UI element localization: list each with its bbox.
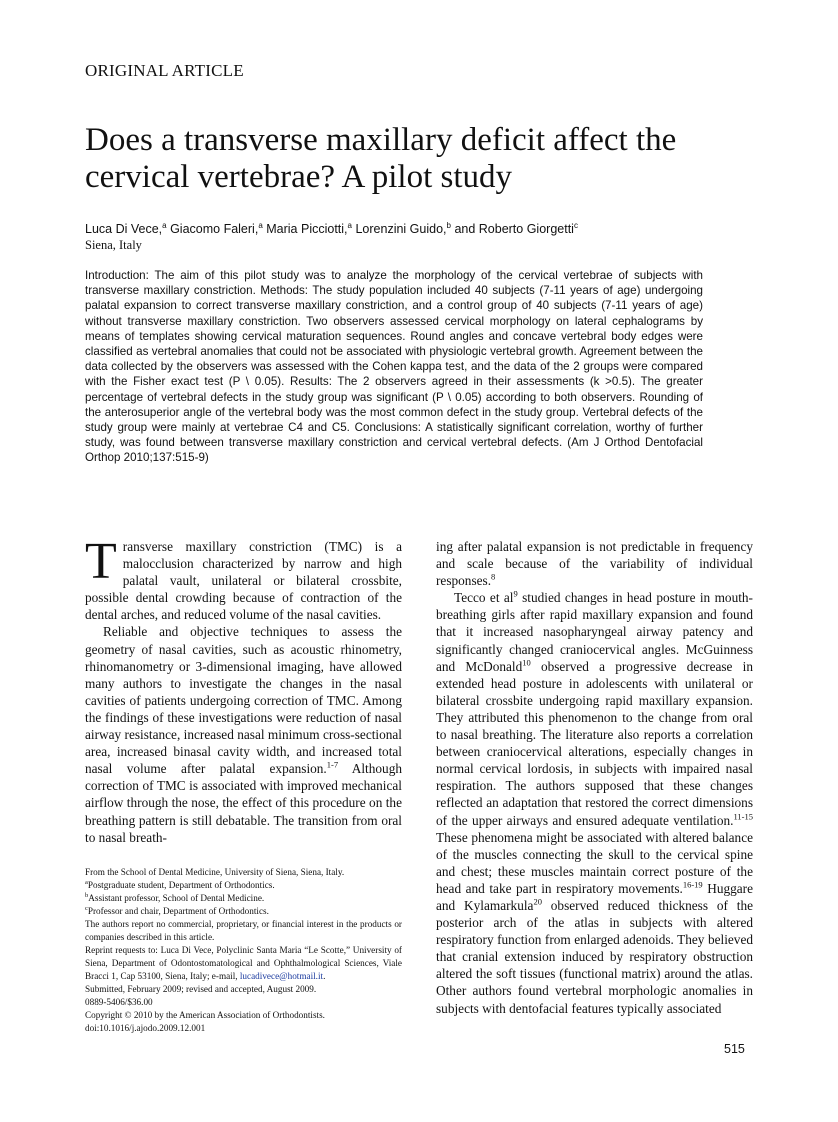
section-label: ORIGINAL ARTICLE: [85, 61, 244, 80]
citation-ref[interactable]: 9: [513, 588, 518, 599]
footnote-reprint: [85, 944, 402, 983]
footnote-submitted: Submitted, February 2009; revised and accepted, August 2009.: [85, 984, 317, 994]
body-column-left: [85, 533, 402, 846]
citation-ref[interactable]: 16-19: [682, 879, 703, 890]
body-text: Huggare and Kylamarkula: [436, 880, 753, 913]
footnotes: [85, 866, 402, 1035]
body-paragraph: [436, 538, 753, 589]
drop-cap: T: [85, 533, 117, 590]
abstract: Introduction: The aim of this pilot study was to analyze the morphology of the cervical vertebrae of subjects with transverse maxillary constriction. Methods: The study population included 40 subjects (7-11 years of age) undergoing palatal expansion to correct transverse maxillary constriction, and a control group of 40 subjects (7-11 years of age) without transverse maxillary constriction. Two observers assessed cervical morphology on lateral cephalograms by means of templates showing cervical maturation sequences. Round angles and concave vertebral body edges were classified as vertebral anomalies that could not be associated with physiologic vertebral growth. Agreement between the data collected by the observers was assessed with the Cohen kappa test, and the data of the 2 groups were compared with the Fisher exact test (P \ 0.05). Results: The 2 observers agreed in their assessments (k >0.5). The greater percentage of vertebral defects in the study group was significant (P \ 0.05) according to both observers. Rounding of the anterosuperior angle of the vertebral body was the most common defect in the study group. Vertebral defects of the study group were mainly at vertebrae C4 and C5. Conclusions: A statistically significant correlation, worthy of further study, was found between transverse maxillary constriction and cervical vertebral defects. (Am J Orthod Dentofacial Orthop 2010;137:515-9): [85, 269, 703, 465]
author-affiliation-mark: b: [446, 221, 451, 230]
author-affiliation-mark: a: [347, 221, 352, 230]
footnote-text: Reprint requests to: Luca Di Vece, Polyclinic Santa Maria “Le Scotte,” University of Siena, Department of Odontostomatological and Ophthalmological Sciences, Viale Bracci 1, Cap 53100, Siena, Italy; e-mail,: [85, 945, 402, 981]
footnote-issn: 0889-5406/$36.00: [85, 997, 153, 1007]
citation-ref[interactable]: 8: [491, 571, 496, 582]
author-name: Giacomo Faleri,: [170, 222, 259, 237]
body-text: ing after palatal expansion is not predictable in frequency and scale because of the variability of individual responses.: [436, 539, 753, 589]
footnote-item: [85, 892, 402, 905]
body-text: These phenomena might be associated with altered balance of the muscles connecting the skull to the cervical spine and chest; these muscles maintain correct posture of the head and take part in respiratory movements.: [436, 829, 753, 896]
author-affiliation-mark: c: [573, 221, 578, 230]
footnote-affiliation: From the School of Dental Medicine, University of Siena, Siena, Italy.: [85, 867, 345, 877]
author-affiliation-mark: a: [162, 221, 167, 230]
author-name: and Roberto Giorgetti: [454, 222, 574, 237]
body-paragraph: [85, 623, 402, 845]
body-text: observed reduced thickness of the posterior arch of the atlas in subjects with altered respiratory function from enlarged adenoids. They believed that cranial extension induced by respiratory obstruction altered the soft tissues (functional matrix) around the atlas. Other authors found vertebral morphologic anomalies in subjects with dentofacial features typically associated: [436, 897, 753, 1016]
citation-ref[interactable]: 1-7: [326, 759, 339, 770]
author-name: Lorenzini Guido,: [355, 222, 447, 237]
footnote-doi[interactable]: doi:10.1016/j.ajodo.2009.12.001: [85, 1023, 206, 1033]
footnote-text: Postgraduate student, Department of Orthodontics.: [87, 880, 275, 890]
body-column-right: [436, 538, 753, 1017]
author-list: [85, 221, 578, 236]
citation-ref[interactable]: 10: [522, 657, 531, 668]
footnote-mark: c: [85, 904, 88, 912]
footnote-disclosure: The authors report no commercial, proprietary, or financial interest in the products or companies described in this article.: [85, 919, 402, 942]
footnote-copyright: Copyright © 2010 by the American Association of Orthodontists.: [85, 1010, 325, 1020]
author-name: Luca Di Vece,: [85, 222, 163, 237]
footnote-text: Professor and chair, Department of Orthodontics.: [87, 906, 269, 916]
body-paragraph: [85, 533, 402, 623]
footnote-item: [85, 879, 402, 892]
body-text: Reliable and objective techniques to assess the geometry of nasal cavities, such as acoustic rhinometry, rhinomanometry or 3-dimensional imaging, have allowed many authors to investigate the changes in the nasal cavities of patients undergoing correction of TMC. Among the findings of these investigations were reduction of nasal airway resistance, increased nasal minimum cross-sectional area, increased binasal cavity width, and increased total nasal volume after palatal expansion.: [85, 624, 402, 777]
footnote-text: .: [323, 971, 326, 981]
author-location: Siena, Italy: [85, 238, 142, 252]
footnote-item: [85, 905, 402, 918]
footnote-mark: a: [85, 878, 88, 886]
footnote-text: Assistant professor, School of Dental Medicine.: [88, 893, 265, 903]
article-title: Does a transverse maxillary deficit affect the cervical vertebrae? A pilot study: [85, 122, 677, 195]
body-text: studied changes in head posture in mouth-breathing girls after rapid maxillary expansion and found that it increased nasopharyngeal airway patency and significantly changed craniocervical angles. McGuinness and McDonald: [436, 590, 753, 674]
footnote-mark: b: [85, 891, 89, 899]
author-name: Maria Picciotti,: [266, 222, 348, 237]
body-text: Although correction of TMC is associated with improved mechanical airflow through the nose, the effect of this procedure on the breathing pattern is still debatable. The transition from oral to nasal breath-: [85, 761, 402, 845]
citation-ref[interactable]: 20: [533, 896, 542, 907]
body-text: observed a progressive decrease in extended head posture in adolescents with unilateral or bilateral crossbite undergoing rapid maxillary expansion. They attributed this phenomenon to the change from oral to nasal breathing. The literature also reports a correlation between craniocervical alterations, especially changes in normal cervical lordosis, in subjects with impaired nasal respiration. The authors supposed that these changes reflected an adaptation that restored the correct dimensions of the upper airways and ensured adequate ventilation.: [436, 658, 753, 828]
author-affiliation-mark: a: [258, 221, 263, 230]
email-link[interactable]: lucadivece@hotmail.it: [239, 971, 324, 981]
page-number: 515: [724, 1042, 745, 1056]
citation-ref[interactable]: 11-15: [733, 811, 753, 822]
body-text: ransverse maxillary constriction (TMC) is a malocclusion characterized by narrow and high palatal vault, unilateral or bilateral crossbite, possible dental crowding because of contraction of the dental arches, and reduced volume of the nasal cavities.: [85, 539, 402, 623]
body-text: Tecco et al: [454, 590, 514, 606]
body-paragraph: [436, 589, 753, 1016]
